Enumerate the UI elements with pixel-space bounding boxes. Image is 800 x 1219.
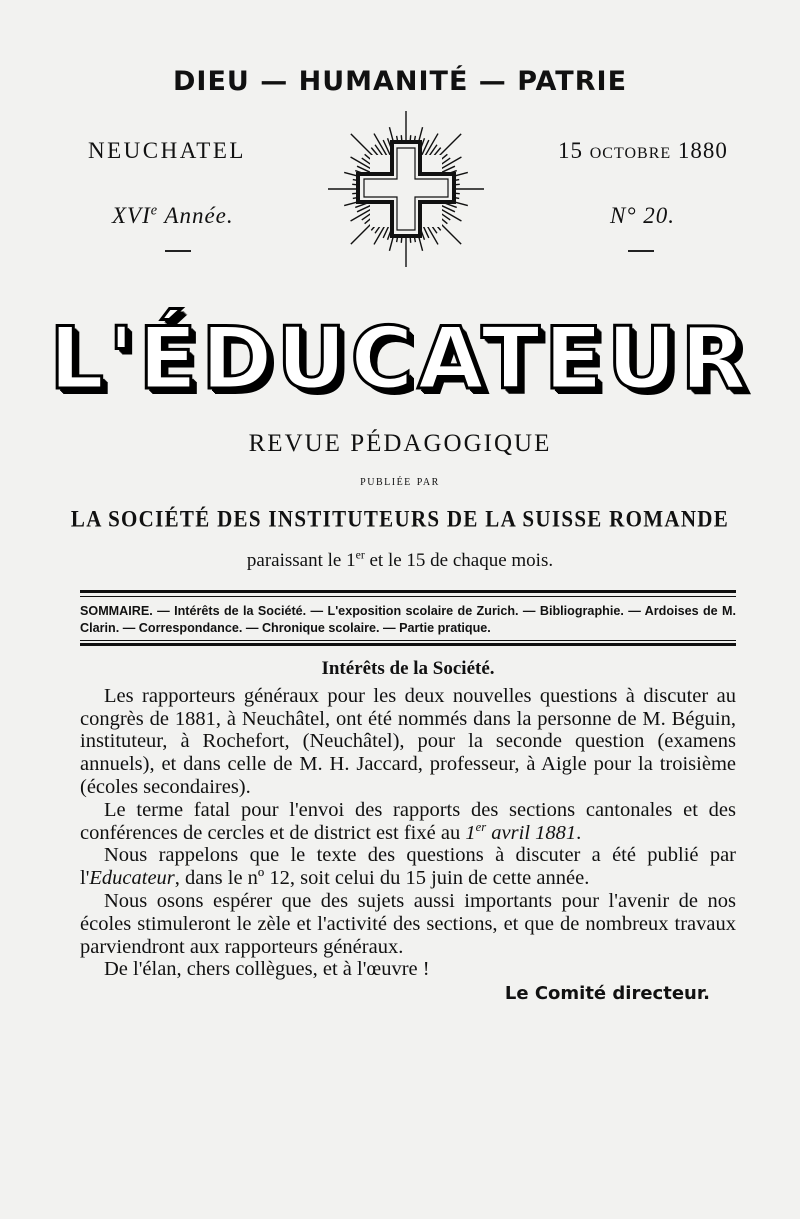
masthead-title: L'ÉDUCATEUR — [49, 309, 751, 409]
city: NEUCHATEL — [88, 138, 246, 163]
published-by: publiée par — [360, 474, 440, 489]
masthead-subtitle: REVUE PÉDAGOGIQUE — [248, 430, 552, 457]
header-dash-left — [165, 250, 191, 252]
article-title: Intérêts de la Société. — [321, 658, 495, 679]
motto: DIEU — HUMANITÉ — PATRIE — [172, 66, 628, 97]
article-paragraph: Les rapporteurs généraux pour les deux nouvelles questions à discuter au congrès de 1881, à Neuchâtel, ont été nommés dans la personne de M. Béguin, instituteur, à Rochefort, (Neuchâtel), pour la seconde question (examens annuels), et dans celle de M. H. Jaccard, professeur, à Aigle pour la troisième (écoles secondaires). — [80, 684, 736, 798]
divider-rule — [80, 590, 736, 593]
issue-number: N° 20. — [610, 203, 676, 228]
table-of-contents: SOMMAIRE. — Intérêts de la Société. — L'exposition scolaire de Zurich. — Bibliographie. — Ardoises de M. Clarin. — Correspondance. — Chronique scolaire. — Partie pratique. — [80, 604, 736, 635]
article-paragraph: Nous osons espérer que des sujets aussi importants pour l'avenir de nos écoles stimuleront le zèle et l'activité des sections, et que de nombreux travaux parviendront aux rapporteurs généraux. — [80, 889, 736, 958]
signature: Le Comité directeur. — [504, 983, 710, 1005]
society-name: LA SOCIÉTÉ DES INSTITUTEURS DE LA SUISSE ROMANDE — [70, 505, 730, 533]
swiss-cross-sunburst-icon — [318, 110, 494, 270]
divider-rule — [80, 596, 736, 597]
article-paragraph: Le terme fatal pour l'envoi des rapports des sections cantonales et des conférences de cercles et de district est fixé au 1er avril 1881. — [80, 798, 736, 844]
divider-rule — [80, 640, 736, 641]
header-dash-right — [628, 250, 654, 252]
article — [80, 658, 736, 1006]
article-paragraph: Nous rappelons que le texte des questions à discuter a été publié par l'Educateur, dans le nº 12, soit celui du 15 juin de cette année. — [80, 844, 736, 890]
publication-frequency: paraissant le 1er et le 15 de chaque mois. — [246, 548, 554, 571]
year-label: XVIe Année. — [112, 202, 234, 228]
divider-rule — [80, 643, 736, 646]
article-paragraph: De l'élan, chers collègues, et à l'œuvre ! — [104, 958, 430, 981]
issue-date: 15 octobre 1880 — [558, 138, 728, 163]
